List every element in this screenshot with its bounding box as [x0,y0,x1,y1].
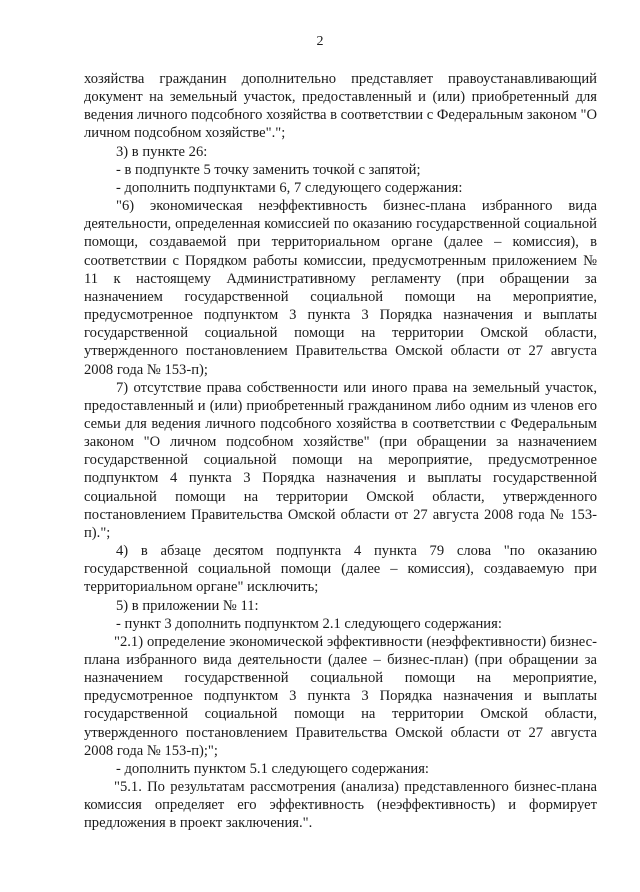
paragraph-subitem-7: 7) отсутствие права собственности или иного права на земельный участок, предоставленный и (или) приобретенный гражданином либо одним из членов его семьи для ведения личного подсобного хозяйства в соответствии с Федеральным законом "О личном подсобном хозяйстве" (при обращении за назначением государственной социальной помощи на мероприятие, предусмотренное подпунктом 4 пункта 3 Порядка назначения и выплаты государственной социальной помощи на территории Омской области, утвержденного постановлением Правительства Омской области от 27 августа 2008 года № 153-п)."; [84,379,597,541]
paragraph-add-subitems: - дополнить подпунктами 6, 7 следующего содержания: [116,179,463,196]
paragraph-subitem-6: "6) экономическая неэффективность бизнес-плана избранного вида деятельности, определенная комиссией по оказанию государственной социальной помощи, создаваемой при территориальном органе (далее – комиссия), в соответствии с Порядком работы комиссии, предусмотренным приложением № 11 к настоящему Административному регламенту (при обращении за назначением государственной социальной помощи на мероприятие, предусмотренное подпунктом 3 пункта 3 Порядка назначения и выплаты государственной социальной помощи на территории Омской области, утвержденного постановлением Правительства Омской области от 27 августа 2008 года № 153-п); [84,198,597,378]
paragraph-item-3: 3) в пункте 26: [116,143,208,160]
page-number: 2 [316,34,324,49]
paragraph-subitem-5: - в подпункте 5 точку заменить точкой с запятой; [116,161,421,178]
paragraph-add-point-5-1: - дополнить пунктом 5.1 следующего содержания: [116,760,429,777]
paragraph-subitem-2-1: "2.1) определение экономической эффективности (неэффективности) бизнес-плана избранного вида деятельности (далее – бизнес-план) (при обращении за назначением государственной социальной помощи на мероприятие, предусмотренное подпунктом 3 пункта 3 Порядка назначения и выплаты государственной социальной помощи на территории Омской области, утвержденного постановлением Правительства Омской области от 27 августа 2008 года № 153-п);"; [84,633,597,759]
document-body [84,70,597,833]
paragraph-item-4: 4) в абзаце десятом подпункта 4 пункта 79 слова "по оказанию государственной социальной помощи (далее – комиссия), создаваемую при территориальном органе" исключить; [84,543,597,596]
paragraph-item-5: 5) в приложении № 11: [116,597,259,614]
paragraph-point-5-1: "5.1. По результатам рассмотрения (анализа) представленного бизнес-плана комиссия определяет его эффективность (неэффективность) и формирует предложения в проект заключения.". [84,779,597,832]
paragraph-continuation: хозяйства гражданин дополнительно представляет правоустанавливающий документ на земельный участок, предоставленный и (или) приобретенный для ведения личного подсобного хозяйства в соответствии с Федеральным законом "О личном подсобном хозяйстве"."; [84,71,597,142]
paragraph-point-3: - пункт 3 дополнить подпунктом 2.1 следующего содержания: [116,615,502,632]
